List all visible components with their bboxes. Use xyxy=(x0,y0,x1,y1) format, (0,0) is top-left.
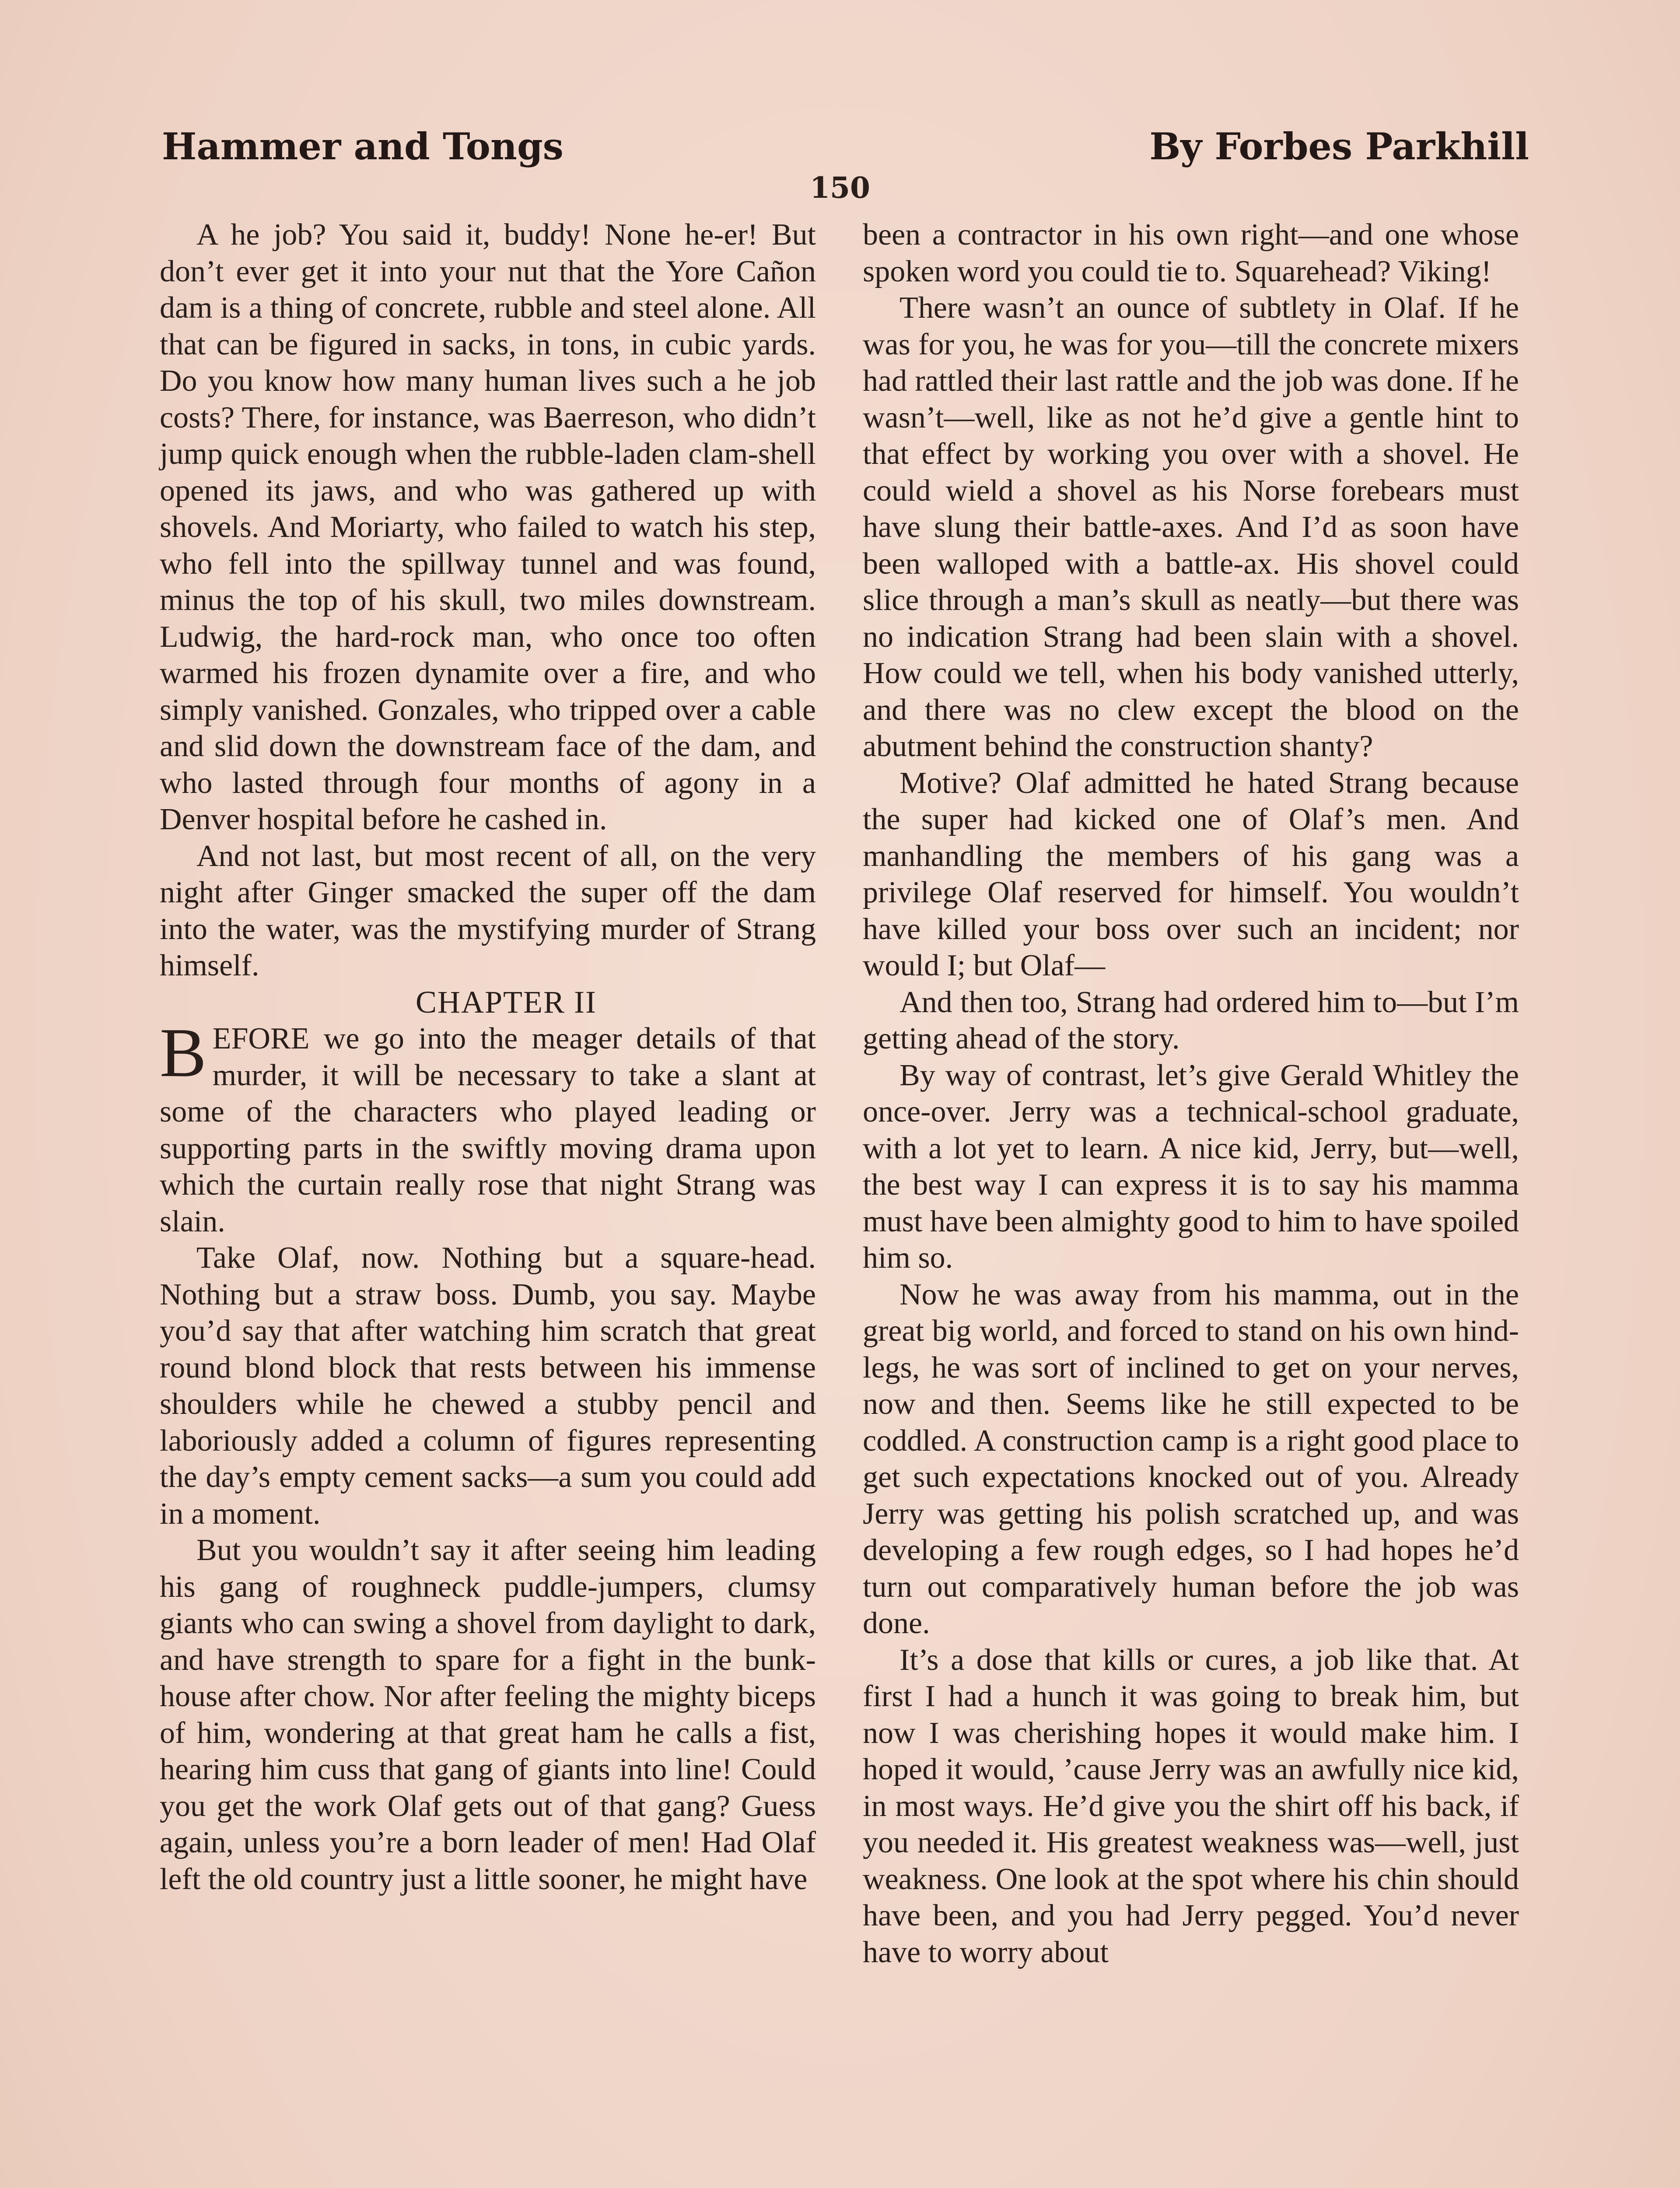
body-paragraph: Now he was away from his mamma, out in the great big world, and forced to stand on his own hind-legs, he was sort of inclined to get on your nerves, now and then. Seems like he still expected to be coddled. A construction camp is a right good place to get such expectations knocked out of you. Already Jerry was getting his polish scratched up, and was developing a few rough edges, so I had hopes he’d turn out comparatively human before the job was done. xyxy=(863,1277,1519,1640)
body-paragraph: Take Olaf, now. Nothing but a square-head. Nothing but a straw boss. Dumb, you say. Maybe you’d say that after watching him scratch that great round blond block that rests between his immense shoulders while he chewed a stubby pencil and laboriously added a column of figures representing the day’s empty cement sacks—a sum you could add in a moment. xyxy=(160,1241,816,1531)
body-paragraph: It’s a dose that kills or cures, a job like that. At first I had a hunch it was going to break him, but now I was cherishing hopes it would make him. I hoped it would, ’cause Jerry was an awfully nice kid, in most ways. He’d give you the shirt off his back, if you needed it. His greatest weakness was—well, just weakness. One look at the spot where his chin should have been, and you had Jerry pegged. You’d never have to worry about xyxy=(863,1643,1519,1969)
drop-cap: B xyxy=(160,1013,206,1091)
chapter-lead-text: EFORE we go into the meager details of that murder, it will be necessary to take a slant at some of the characters who played leading or supporting parts in the swiftly moving drama upon which the curtain really rose that night Strang was slain. xyxy=(160,1022,816,1238)
chapter-heading: CHAPTER II xyxy=(416,984,597,1020)
chapter-lead-paragraph xyxy=(160,1013,816,1240)
story-title: Hammer and Tongs xyxy=(162,125,564,168)
body-paragraph: By way of contrast, let’s give Gerald Whitley the once-over. Jerry was a technical-school graduate, with a lot yet to learn. A nice kid, Jerry, but—well, the best way I can express it is to say his mamma must have been almighty good to him to have spoiled him so. xyxy=(863,1058,1519,1275)
right-column xyxy=(863,217,1519,1971)
body-paragraph: been a contractor in his own right—and one whose spoken word you could tie to. Squarehead? Viking! xyxy=(863,218,1519,288)
body-paragraph: Motive? Olaf admitted he hated Strang because the super had kicked one of Olaf’s men. And manhandling the members of his gang was a privilege Olaf reserved for himself. You wouldn’t have killed your boss over such an incident; nor would I; but Olaf— xyxy=(863,766,1519,982)
body-paragraph: And then too, Strang had ordered him to—but I’m getting ahead of the story. xyxy=(863,985,1519,1055)
page-number: 150 xyxy=(810,171,870,205)
body-paragraph: A he job? You said it, buddy! None he-er! But don’t ever get it into your nut that the Yore Cañon dam is a thing of concrete, rubble and steel alone. All that can be figured in sacks, in tons, in cubic yards. Do you know how many human lives such a he job costs? There, for instance, was Baerreson, who didn’t jump quick enough when the rubble-laden clam-shell opened its jaws, and who was gathered up with shovels. And Moriarty, who failed to watch his step, who fell into the spillway tunnel and was found, minus the top of his skull, two miles downstream. Ludwig, the hard-rock man, who once too often warmed his frozen dynamite over a fire, and who simply vanished. Gonzales, who tripped over a cable and slid down the downstream face of the dam, and who lasted through four months of agony in a Denver hospital before he cashed in. xyxy=(160,218,816,836)
author-byline: By Forbes Parkhill xyxy=(1149,125,1529,168)
left-column xyxy=(160,217,816,1897)
body-paragraph: But you wouldn’t say it after seeing him leading his gang of roughneck puddle-jumpers, clumsy giants who can swing a shovel from daylight to dark, and have strength to spare for a fight in the bunk-house after chow. Nor after feeling the mighty biceps of him, wondering at that great ham he calls a fist, hearing him cuss that gang of giants into line! Could you get the work Olaf gets out of that gang? Guess again, unless you’re a born leader of men! Had Olaf left the old country just a little sooner, he might have xyxy=(160,1533,816,1896)
body-paragraph: And not last, but most recent of all, on the very night after Ginger smacked the super off the dam into the water, was the mystifying murder of Strang himself. xyxy=(160,839,816,982)
running-head xyxy=(162,125,1529,173)
body-paragraph: There wasn’t an ounce of subtlety in Olaf. If he was for you, he was for you—till the concrete mixers had rattled their last rattle and the job was done. If he wasn’t—well, like as not he’d give a gentle hint to that effect by working you over with a shovel. He could wield a shovel as his Norse forebears must have slung their battle-axes. And I’d as soon have been walloped with a battle-ax. His shovel could slice through a man’s skull as neatly—but there was no indication Strang had been slain with a shovel. How could we tell, when his body vanished utterly, and there was no clew except the blood on the abutment behind the construction shanty? xyxy=(863,291,1519,763)
